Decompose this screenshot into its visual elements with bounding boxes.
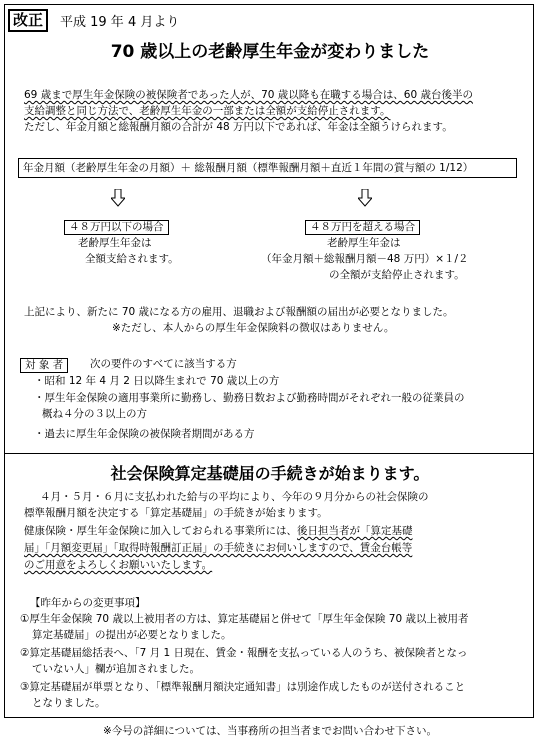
intro-line-3: ただし、年金月額と総報酬月額の合計が 48 万円以下であれば、年金は全額うけられます。: [24, 121, 453, 133]
left-case-line-1: 老齢厚生年金は: [78, 237, 152, 249]
change-1-line-1: ①厚生年金保険 70 歳以上被用者の方は、算定基礎届と併せて「厚生年金保険 70 歳以上被用者: [20, 613, 469, 625]
section-divider: [4, 453, 534, 454]
notice-line-1: 上記により、新たに 70 歳になる方の雇用、退職および報酬額の届出が必要となりました。: [24, 306, 454, 318]
intro-line-1: 69 歳まで厚生年金保険の被保険者であった人が、70 歳以降も在職する場合は、60 歳台後半の: [24, 89, 473, 101]
section2-p1-line-1: ４月・５月・６月に支払われた給与の平均により、今年の９月分からの社会保険の: [40, 491, 429, 503]
effective-date: 平成 19 年 4 月より: [60, 15, 180, 30]
down-arrow-icon: [358, 189, 372, 207]
revision-badge: 改正: [8, 9, 48, 32]
change-3-line-1: ③算定基礎届が単票となり、「標準報酬月額決定通知書」は別途作成したものが送付されること: [20, 681, 466, 693]
under-48-tag: ４８万円以下の場合: [64, 220, 169, 235]
section1-title: 70 歳以上の老齢厚生年金が変わりました: [110, 42, 430, 62]
section2-title: 社会保険算定基礎届の手続きが始まります。: [110, 464, 430, 483]
change-2-line-2: ていない人」欄が追加されました。: [32, 663, 200, 675]
right-case-line-3: の全額が支給停止されます。: [329, 269, 465, 281]
intro-line-2: 支給調整と同じ方法で、老齢厚生年金の一部または全額が支給停止されます。: [24, 105, 391, 117]
change-2-line-1: ②算定基礎届総括表へ、「7 月 1 日現在、賃金・報酬を支払っている人のうち、被保険者となっ: [20, 647, 468, 659]
changes-heading: 【昨年からの変更事項】: [30, 597, 146, 609]
section2-p1-line-2: 標準報酬月額を決定する「算定基礎届」の手続きが始まります。: [24, 507, 328, 519]
down-arrow-icon: [111, 189, 125, 207]
target-item-3: ・過去に厚生年金保険の被保険者期間がある方: [34, 428, 255, 440]
target-lead: 次の要件のすべてに該当する方: [90, 358, 237, 370]
target-tag: 対 象 者: [20, 358, 68, 373]
section2-p2-line-3: のご用意をよろしくお願いいたします。: [24, 559, 213, 571]
change-3-line-2: となりました。: [32, 697, 106, 709]
right-case-line-2: （年金月額＋総報酬月額－48 万円）×１/２: [261, 253, 469, 265]
left-case-line-2: 全額支給されます。: [85, 253, 179, 265]
formula-box: 年金月額（老齢厚生年金の月額）＋ 総報酬月額（標準報酬月額＋直近１年間の賞与額の 1/12）: [18, 158, 517, 178]
section2-p2-line-1: 健康保険・厚生年金保険に加入しておられる事業所には、後日担当者が「算定基礎: [24, 525, 413, 537]
footer-note: ※今号の詳細については、当事務所の担当者までお問い合わせ下さい。: [102, 725, 438, 737]
target-item-2: ・厚生年金保険の適用事業所に勤務し、勤務日数および勤務時間がそれぞれ一般の従業員の: [34, 392, 465, 404]
target-item-2-cont: 概ね４分の３以上の方: [42, 408, 147, 420]
target-item-1: ・昭和 12 年 4 月 2 日以降生まれで 70 歳以上の方: [34, 375, 280, 387]
right-case-line-1: 老齢厚生年金は: [327, 237, 401, 249]
change-1-line-2: 算定基礎届」の提出が必要となりました。: [32, 629, 232, 641]
section2-p2-line-2: 届」「月額変更届」「取得時報酬訂正届」の手続きにお伺いしますので、賃金台帳等: [24, 542, 413, 554]
notice-line-2: ※ただし、本人からの厚生年金保険料の徴収はありません。: [112, 322, 395, 334]
over-48-tag: ４８万円を超える場合: [305, 220, 420, 235]
